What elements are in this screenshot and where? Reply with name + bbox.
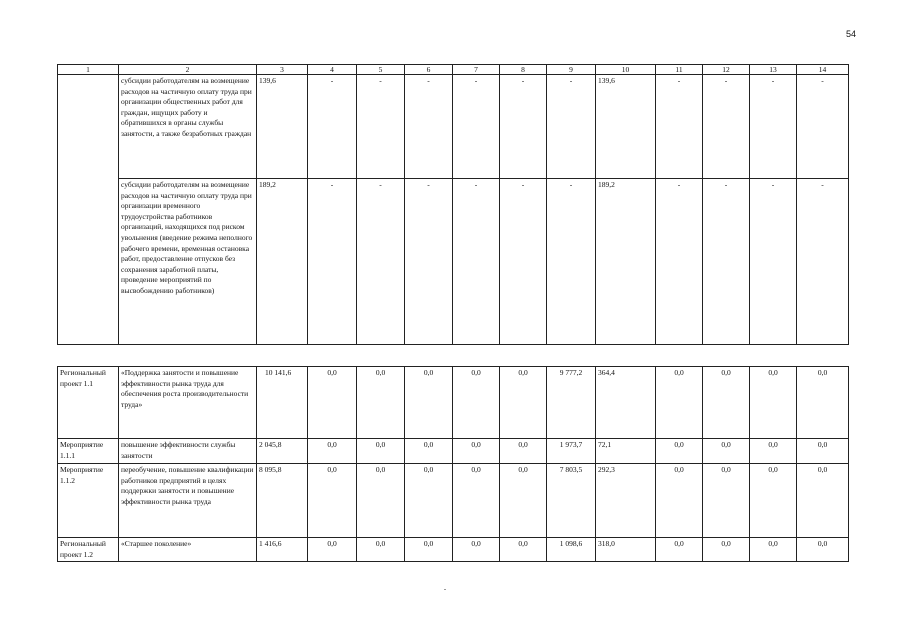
- cell-value: -: [308, 75, 357, 179]
- cell-value: -: [453, 75, 500, 179]
- table-row: [58, 75, 849, 179]
- table-row: [58, 538, 849, 562]
- cell-value: 0,0: [500, 464, 547, 538]
- cell-value: 0,0: [453, 464, 500, 538]
- cell-value: 0,0: [797, 367, 849, 439]
- cell-value: 0,0: [703, 538, 750, 562]
- header-cell: 2: [119, 65, 257, 75]
- cell-value: 0,0: [656, 367, 703, 439]
- cell-value: -: [357, 75, 405, 179]
- cell-value: 0,0: [453, 367, 500, 439]
- cell-value: -: [308, 179, 357, 345]
- cell-value: 0,0: [797, 538, 849, 562]
- header-cell: 13: [750, 65, 797, 75]
- cell-value: -: [405, 179, 453, 345]
- header-cell: 3: [257, 65, 308, 75]
- header-cell: 5: [357, 65, 405, 75]
- cell-value: 0,0: [405, 439, 453, 464]
- cell-value: -: [500, 179, 547, 345]
- page-number: 54: [845, 29, 856, 39]
- cell-value: 0,0: [656, 464, 703, 538]
- budget-table: [57, 64, 849, 562]
- cell-value: 0,0: [500, 367, 547, 439]
- row-description: «Старшее поколение»: [119, 538, 257, 562]
- row-description: переобучение, повышение квалификации работников предприятий в целях поддержки занятости и повышение эффективности рынка труда: [119, 464, 257, 538]
- cell-value: 0,0: [357, 538, 405, 562]
- cell-value: 0,0: [750, 464, 797, 538]
- cell-value: -: [405, 75, 453, 179]
- cell-value: 0,0: [308, 538, 357, 562]
- cell-value: -: [750, 179, 797, 345]
- table-row: [58, 367, 849, 439]
- cell-value: 139,6: [596, 75, 656, 179]
- scan-speck: [444, 589, 446, 590]
- cell-value: 0,0: [357, 439, 405, 464]
- cell-value: -: [656, 179, 703, 345]
- cell-value: -: [547, 179, 596, 345]
- row-description: субсидии работодателям на возмещение расходов на частичную оплату труда при организации общественных работ для граждан, ищущих работу и обратившихся в органы службы занятости, а также безработных граждан: [119, 75, 257, 179]
- cell-value: 9 777,2: [547, 367, 596, 439]
- table-spacer: [58, 345, 849, 367]
- header-cell: 4: [308, 65, 357, 75]
- cell-value: -: [357, 179, 405, 345]
- cell-value: -: [500, 75, 547, 179]
- cell-value: 7 803,5: [547, 464, 596, 538]
- cell-value: 189,2: [257, 179, 308, 345]
- table-row: [58, 464, 849, 538]
- cell-value: 0,0: [656, 538, 703, 562]
- header-row: [58, 65, 849, 75]
- cell-value: -: [547, 75, 596, 179]
- header-cell: 11: [656, 65, 703, 75]
- cell-value: 1 973,7: [547, 439, 596, 464]
- row-name: Мероприятие 1.1.1: [58, 439, 119, 464]
- cell-value: -: [656, 75, 703, 179]
- cell-value: 0,0: [797, 464, 849, 538]
- table-row: [58, 179, 849, 345]
- header-cell: 6: [405, 65, 453, 75]
- cell-value: 1 416,6: [257, 538, 308, 562]
- cell-value: 292,3: [596, 464, 656, 538]
- cell-value: 0,0: [703, 439, 750, 464]
- table-row: [58, 439, 849, 464]
- header-cell: 10: [596, 65, 656, 75]
- cell-value: -: [750, 75, 797, 179]
- cell-value: 1 098,6: [547, 538, 596, 562]
- row-description: повышение эффективности службы занятости: [119, 439, 257, 464]
- cell-value: 0,0: [656, 439, 703, 464]
- header-cell: 9: [547, 65, 596, 75]
- cell-value: 0,0: [797, 439, 849, 464]
- cell-value: 0,0: [405, 367, 453, 439]
- header-cell: 7: [453, 65, 500, 75]
- cell-value: 0,0: [703, 464, 750, 538]
- cell-value: 0,0: [308, 367, 357, 439]
- cell-value: 0,0: [750, 367, 797, 439]
- cell-value: 0,0: [750, 439, 797, 464]
- cell-value: -: [453, 179, 500, 345]
- cell-value: 0,0: [357, 367, 405, 439]
- cell-value: 189,2: [596, 179, 656, 345]
- cell-value: -: [797, 179, 849, 345]
- cell-value: -: [797, 75, 849, 179]
- cell-value: 72,1: [596, 439, 656, 464]
- row-name: [58, 75, 119, 345]
- cell-value: 0,0: [750, 538, 797, 562]
- header-cell: 1: [58, 65, 119, 75]
- cell-value: 10 141,6: [257, 367, 308, 439]
- cell-value: 0,0: [357, 464, 405, 538]
- row-name: Региональный проект 1.1: [58, 367, 119, 439]
- row-name: Региональный проект 1.2: [58, 538, 119, 562]
- cell-value: 364,4: [596, 367, 656, 439]
- cell-value: 0,0: [453, 439, 500, 464]
- cell-value: 8 095,8: [257, 464, 308, 538]
- cell-value: 318,0: [596, 538, 656, 562]
- cell-value: 0,0: [703, 367, 750, 439]
- cell-value: 0,0: [405, 538, 453, 562]
- row-description: субсидии работодателям на возмещение расходов на частичную оплату труда при организации временного трудоустройства работников организаций, находящихся под риском увольнения (введение режима неполного рабочего времени, временная остановка работ, предоставление отпусков без сохранения заработной платы, проведение мероприятий по высвобождению работников): [119, 179, 257, 345]
- row-name: Мероприятие 1.1.2: [58, 464, 119, 538]
- cell-value: 0,0: [308, 464, 357, 538]
- cell-value: -: [703, 75, 750, 179]
- header-cell: 8: [500, 65, 547, 75]
- cell-value: 0,0: [308, 439, 357, 464]
- cell-value: 0,0: [500, 538, 547, 562]
- header-cell: 14: [797, 65, 849, 75]
- header-cell: 12: [703, 65, 750, 75]
- cell-value: 139,6: [257, 75, 308, 179]
- cell-value: 0,0: [405, 464, 453, 538]
- cell-value: 0,0: [500, 439, 547, 464]
- cell-value: -: [703, 179, 750, 345]
- cell-value: 0,0: [453, 538, 500, 562]
- cell-value: 2 045,8: [257, 439, 308, 464]
- row-description: «Поддержка занятости и повышение эффективности рынка труда для обеспечения роста производительности труда»: [119, 367, 257, 439]
